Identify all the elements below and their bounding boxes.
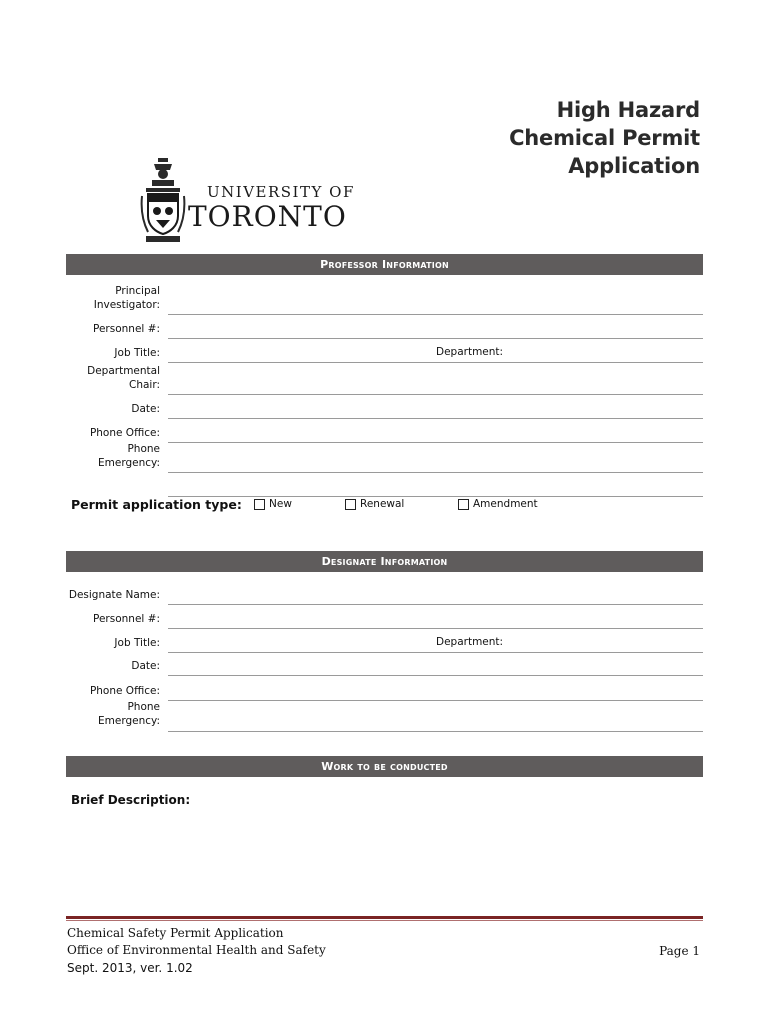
designate-job-title-label: Job Title: bbox=[114, 637, 160, 649]
date-label: Date: bbox=[131, 403, 160, 415]
departmental-chair-field[interactable] bbox=[168, 394, 703, 395]
permit-type-label: Permit application type: bbox=[71, 497, 242, 512]
designate-name-field[interactable] bbox=[168, 604, 703, 605]
departmental-chair-label: Departmental Chair: bbox=[87, 365, 160, 391]
personnel-number-label: Personnel #: bbox=[93, 323, 160, 335]
phone-emergency-label: Phone Emergency: bbox=[98, 443, 160, 469]
professor-information-header: Professor Information bbox=[66, 254, 703, 275]
designate-job-title-field[interactable] bbox=[168, 652, 703, 653]
job-title-field[interactable] bbox=[168, 362, 703, 363]
personnel-number-field[interactable] bbox=[168, 338, 703, 339]
page-number: Page 1 bbox=[659, 944, 700, 958]
brief-description-area[interactable] bbox=[66, 812, 703, 908]
logo-university-of: UNIVERSITY OF bbox=[207, 183, 355, 201]
section-divider bbox=[168, 496, 703, 497]
renewal-checkbox[interactable] bbox=[345, 499, 356, 510]
brief-description-label: Brief Description: bbox=[71, 793, 191, 807]
amendment-option-label: Amendment bbox=[473, 498, 538, 510]
title-line-2: Chemical Permit bbox=[509, 126, 700, 150]
footer-line-3: Sept. 2013, ver. 1.02 bbox=[67, 961, 193, 975]
designate-date-field[interactable] bbox=[168, 675, 703, 676]
new-checkbox[interactable] bbox=[254, 499, 265, 510]
designate-name-label: Designate Name: bbox=[68, 589, 160, 601]
designate-phone-emergency-label: Phone Emergency: bbox=[98, 701, 160, 727]
phone-office-label: Phone Office: bbox=[89, 427, 160, 439]
footer-line-1: Chemical Safety Permit Application bbox=[67, 926, 284, 940]
university-crest-icon bbox=[140, 156, 186, 244]
footer-rule bbox=[66, 916, 703, 919]
designate-personnel-label: Personnel #: bbox=[93, 613, 160, 625]
logo-toronto: TORONTO bbox=[188, 200, 347, 233]
title-line-3: Application bbox=[568, 154, 700, 178]
principal-investigator-label: Principal Investigator: bbox=[93, 285, 160, 311]
designate-date-label: Date: bbox=[131, 660, 160, 672]
footer-line-2: Office of Environmental Health and Safety bbox=[67, 943, 326, 957]
amendment-checkbox[interactable] bbox=[458, 499, 469, 510]
job-title-label: Job Title: bbox=[114, 347, 160, 359]
designate-department-label: Department: bbox=[436, 636, 504, 648]
designate-phone-emergency-field[interactable] bbox=[168, 731, 703, 732]
department-label: Department: bbox=[436, 346, 504, 358]
date-field[interactable] bbox=[168, 418, 703, 419]
designate-phone-office-field[interactable] bbox=[168, 700, 703, 701]
principal-investigator-field[interactable] bbox=[168, 314, 703, 315]
title-line-1: High Hazard bbox=[556, 98, 700, 122]
phone-office-field[interactable] bbox=[168, 442, 703, 443]
work-to-be-conducted-header: Work to be conducted bbox=[66, 756, 703, 777]
designate-information-header: Designate Information bbox=[66, 551, 703, 572]
designate-personnel-field[interactable] bbox=[168, 628, 703, 629]
renewal-option-label: Renewal bbox=[360, 498, 405, 510]
new-option-label: New bbox=[269, 498, 292, 510]
designate-phone-office-label: Phone Office: bbox=[89, 685, 160, 697]
phone-emergency-field[interactable] bbox=[168, 472, 703, 473]
footer-rule-thin bbox=[66, 920, 703, 921]
